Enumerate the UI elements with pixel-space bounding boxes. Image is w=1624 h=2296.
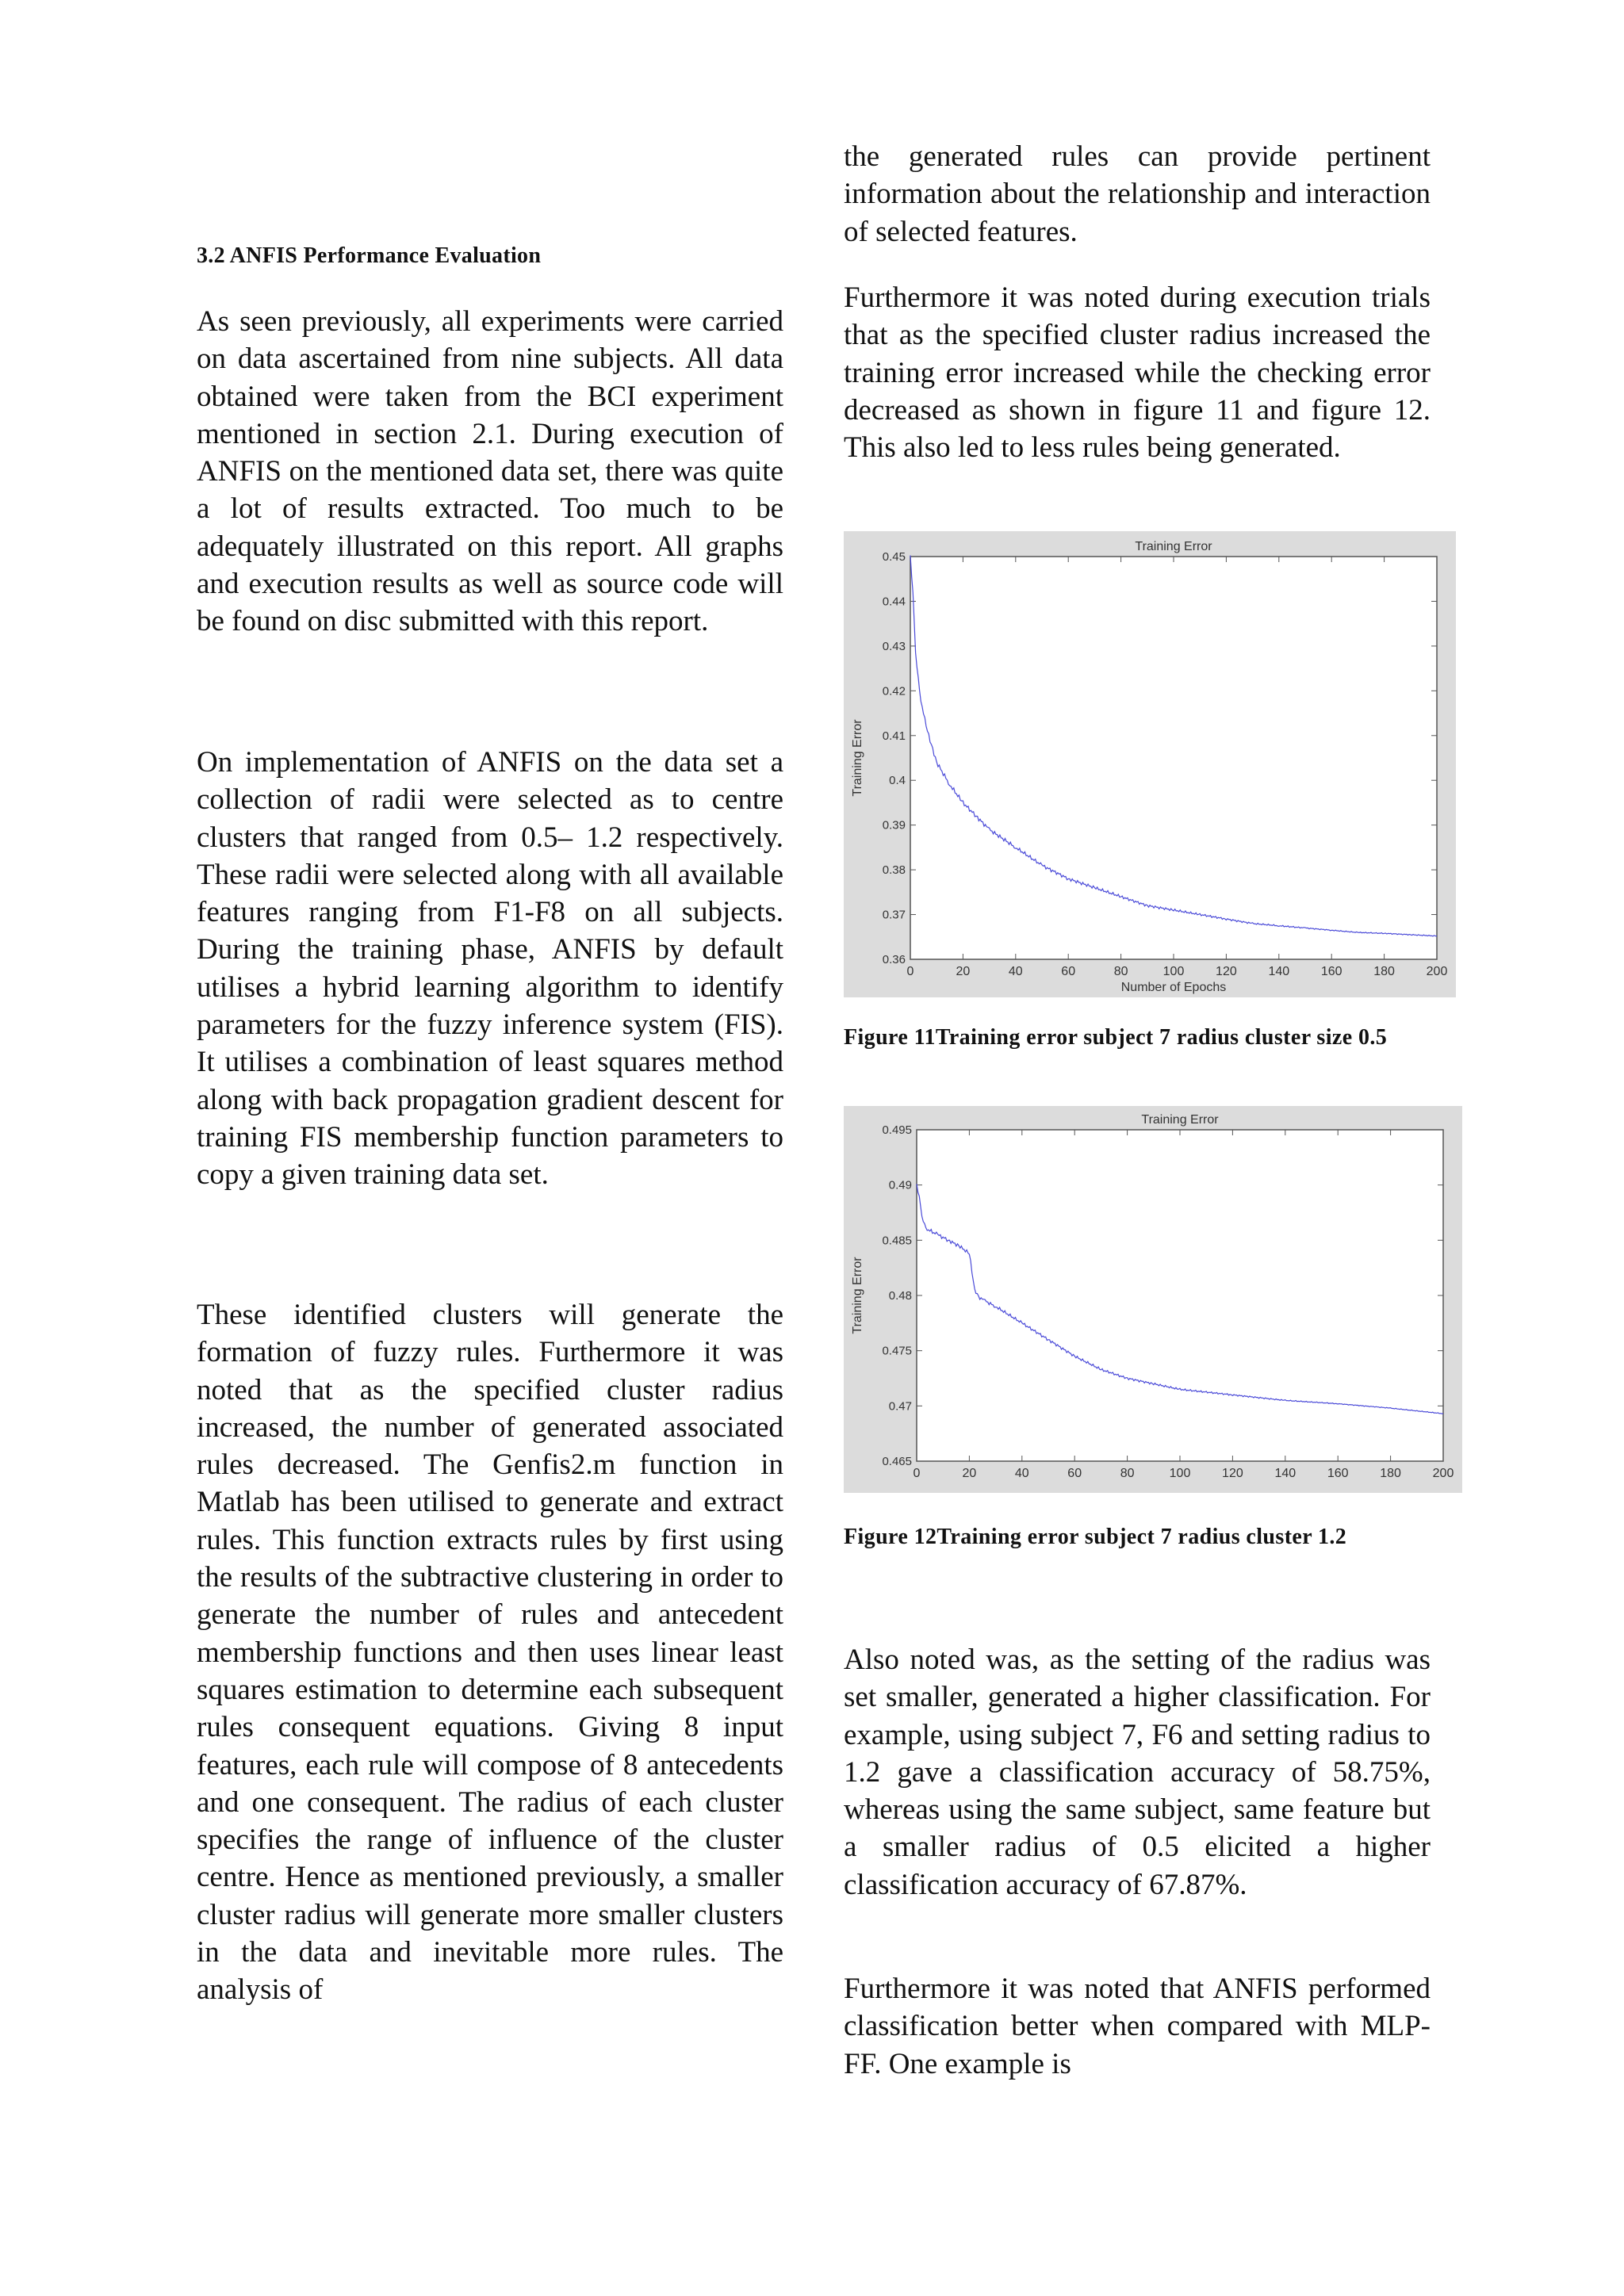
paragraph: Also noted was, as the setting of the radius was set smaller, generated a higher classification. For example, using subject 7, F6 and setting radius to 1.2 gave a classification accuracy of 58.75%, whereas using the same subject, same feature but a smaller radius of 0.5 elicited a higher classification accuracy of 67.87%. [844, 1644, 1431, 1901]
paragraph: the generated rules can provide pertinent information about the relationship and interaction of selected features. [844, 140, 1431, 248]
chart-title: Training Error [1141, 1113, 1219, 1127]
x-tick-label: 40 [1008, 965, 1023, 978]
y-tick-label: 0.485 [882, 1234, 912, 1248]
plot-area [910, 557, 1437, 959]
figure-12-caption: Figure 12Training error subject 7 radius cluster 1.2 [844, 1525, 1347, 1549]
y-axis-label: Training Error [851, 1257, 864, 1334]
x-tick-label: 40 [1014, 1467, 1029, 1480]
x-tick-label: 20 [956, 965, 971, 978]
x-tick-label: 140 [1268, 965, 1290, 978]
y-tick-label: 0.39 [882, 818, 906, 832]
x-tick-label: 180 [1373, 965, 1395, 978]
x-tick-label: 120 [1222, 1467, 1243, 1480]
x-tick-label: 100 [1169, 1467, 1191, 1480]
y-tick-label: 0.495 [882, 1123, 912, 1137]
figure-11 [844, 531, 1456, 997]
y-tick-label: 0.41 [882, 729, 906, 743]
y-tick-label: 0.475 [882, 1344, 912, 1358]
x-tick-label: 60 [1067, 1467, 1082, 1480]
figure-12 [844, 1106, 1462, 1493]
paragraph: As seen previously, all experiments were carried on data ascertained from nine subjects. All data obtained were taken from the BCI experiment mentioned in section 2.1. During execution of ANFIS on the mentioned data set, there was quite a lot of results extracted. Too much to be adequately illustrated on this report. All graphs and execution results as well as source code will be found on disc submitted with this report. [197, 305, 783, 638]
y-tick-label: 0.37 [882, 908, 906, 922]
x-tick-label: 80 [1113, 965, 1128, 978]
y-axis-label: Training Error [851, 719, 864, 797]
y-tick-label: 0.47 [888, 1399, 912, 1414]
x-tick-label: 60 [1061, 965, 1076, 978]
x-tick-label: 160 [1327, 1467, 1349, 1480]
x-axis-label: Number of Epochs [1120, 981, 1227, 994]
y-tick-label: 0.49 [888, 1178, 912, 1192]
paragraph: On implementation of ANFIS on the data set a collection of radii were selected as to centre clusters that ranged from 0.5– 1.2 respectively. These radii were selected along with all available features ranging from F1-F8 on all subjects. During the training phase, ANFIS by default utilises a hybrid learning algorithm to identify parameters for the fuzzy inference system (FIS). It utilises a combination of least squares method along with back propagation gradient descent for training FIS membership function parameters to copy a given training data set. [197, 746, 783, 1192]
x-tick-label: 20 [962, 1467, 977, 1480]
paragraph: Furthermore it was noted that ANFIS performed classification better when compared with MLP-FF. One example is [844, 1973, 1431, 2080]
x-tick-label: 80 [1120, 1467, 1135, 1480]
x-tick-label: 160 [1320, 965, 1342, 978]
y-tick-label: 0.43 [882, 639, 906, 653]
x-tick-label: 0 [906, 965, 914, 978]
x-tick-label: 0 [913, 1467, 921, 1480]
y-tick-label: 0.48 [888, 1289, 912, 1303]
y-tick-label: 0.36 [882, 953, 906, 966]
training-error-chart-radius-0-5 [844, 531, 1456, 997]
paragraph: These identified clusters will generate the formation of fuzzy rules. Furthermore it was noted that as the specified cluster radius increased, the number of generated associated rules decreased. The Genfis2.m function in Matlab has been utilised to generate and extract rules. This function extracts rules by first using the results of the subtractive clustering in order to generate the number of rules and antecedent membership functions and then uses linear least squares estimation to determine each subsequent rules consequent equations. Giving 8 input features, each rule will compose of 8 antecedents and one consequent. The radius of each cluster specifies the range of influence of the cluster centre. Hence as mentioned previously, a smaller cluster radius will generate more smaller clusters in the data and inevitable more rules. The analysis of [197, 1299, 783, 2007]
figure-11-caption: Figure 11Training error subject 7 radius cluster size 0.5 [844, 1025, 1388, 1050]
paragraph: Furthermore it was noted during execution trials that as the specified cluster radius increased the training error increased while the checking error decreased as shown in figure 11 and figure 12. This also led to less rules being generated. [844, 281, 1431, 465]
y-tick-label: 0.465 [882, 1455, 912, 1468]
x-tick-label: 200 [1432, 1467, 1454, 1480]
y-tick-label: 0.44 [882, 595, 906, 609]
y-tick-label: 0.4 [889, 774, 906, 788]
y-tick-label: 0.42 [882, 684, 906, 698]
y-tick-label: 0.45 [882, 550, 906, 564]
training-error-chart-radius-1-2 [844, 1106, 1462, 1493]
x-tick-label: 100 [1162, 965, 1185, 978]
x-tick-label: 200 [1426, 965, 1448, 978]
y-tick-label: 0.38 [882, 863, 906, 878]
chart-title: Training Error [1135, 540, 1212, 553]
x-tick-label: 180 [1380, 1467, 1401, 1480]
section-heading: 3.2 ANFIS Performance Evaluation [197, 243, 542, 268]
plot-area [917, 1130, 1443, 1461]
x-tick-label: 140 [1274, 1467, 1297, 1480]
x-tick-label: 120 [1216, 965, 1237, 978]
